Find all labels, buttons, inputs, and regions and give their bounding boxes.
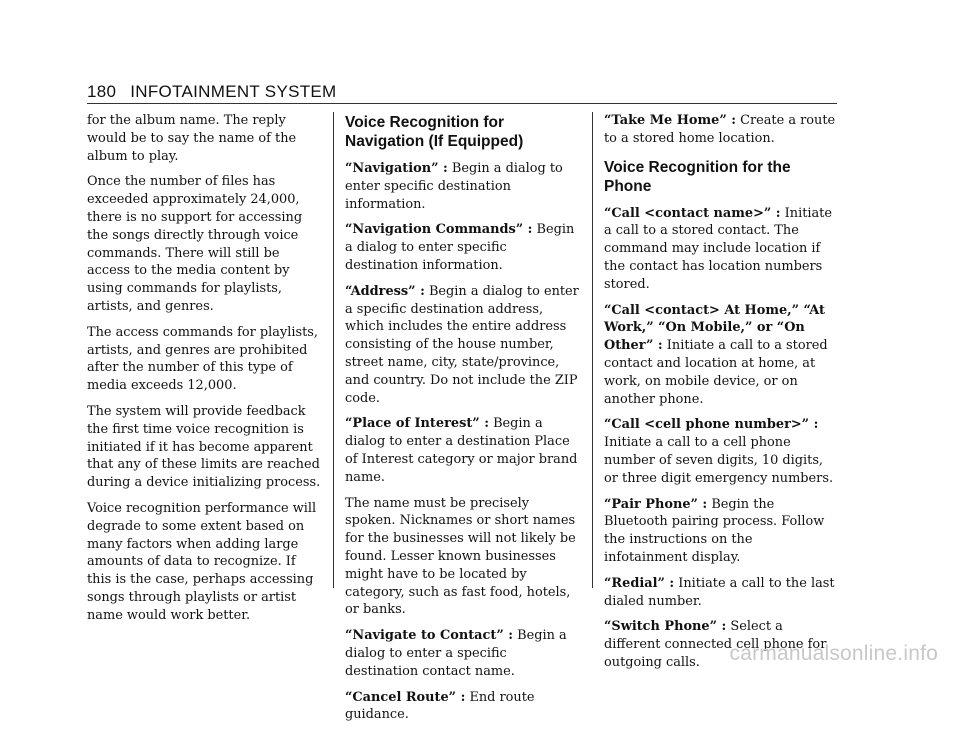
command-term: “Navigation” : xyxy=(345,161,448,176)
command-description: Begin a dialog to enter specific destination information. xyxy=(345,222,575,273)
command-description: Initiate a call to a cell phone number of seven digits, 10 digits, or three digit emergency numbers. xyxy=(604,435,834,486)
command-entry xyxy=(345,627,581,680)
column-divider xyxy=(592,112,593,588)
command-description: Begin a dialog to enter a destination Place of Interest category or major brand name. xyxy=(345,416,578,485)
command-term: “Pair Phone” : xyxy=(604,496,708,512)
command-entry xyxy=(345,283,581,408)
note-text: The name must be precisely spoken. Nicknames or short names for the businesses will not likely be found. Lesser known businesses might have to be located by category, such as fast food, hotels, or banks. xyxy=(345,495,576,618)
command-term: “Address” : xyxy=(345,283,425,299)
command-term: “Redial” : xyxy=(604,575,675,591)
command-term: “Switch Phone” : xyxy=(604,619,727,635)
column-2 xyxy=(345,112,581,732)
paragraph: for the album name. The reply would be to say the name of the album to play. xyxy=(87,113,297,164)
command-entry xyxy=(604,496,840,567)
paragraph: The system will provide feedback the first time voice recognition is initiated if it has become apparent that any of these limits are reached during a device initializing process. xyxy=(87,403,321,491)
command-entry xyxy=(604,302,840,409)
section-title: INFOTAINMENT SYSTEM xyxy=(130,82,337,101)
section-heading-navigation: Voice Recognition for Navigation (If Equipped) xyxy=(345,114,524,150)
command-entry xyxy=(345,221,581,274)
column-3 xyxy=(604,112,840,680)
command-description: Begin a dialog to enter a specific destination address, which includes the entire address consisting of the house number, street name, city, state/province, and country. Do not include the ZIP code. xyxy=(345,283,579,406)
paragraph: Once the number of files has exceeded approximately 24,000, there is no support for accessing the songs directly through voice commands. There will still be access to the media content by using commands for playlists, artists, and genres. xyxy=(87,174,303,314)
column-1 xyxy=(87,112,323,633)
command-term: “Call <contact> At Home,” “At Work,” “On Mobile,” or “On Other” : xyxy=(604,302,825,354)
command-entry xyxy=(604,575,840,611)
command-term: “Navigate to Contact” : xyxy=(345,628,513,644)
command-entry xyxy=(604,416,840,487)
command-entry xyxy=(604,112,840,148)
command-description: Initiate a call to a stored contact and location at home, at work, on mobile device, or on another phone. xyxy=(604,338,828,407)
command-term: “Navigation Commands” : xyxy=(345,222,533,238)
paragraph: Voice recognition performance will degrade to some extent based on many factors when adding large amounts of data to recognize. If this is the case, perhaps accessing songs through playlists or artist name would work better. xyxy=(87,500,317,623)
command-description: Begin a dialog to enter specific destination information. xyxy=(345,161,563,212)
command-description: Create a route to a stored home location. xyxy=(604,113,836,146)
command-term: “Place of Interest” : xyxy=(345,416,489,432)
command-description: End route guidance. xyxy=(345,689,535,723)
paragraph: The access commands for playlists, artists, and genres are prohibited after the number of this type of media exceeds 12,000. xyxy=(87,324,318,394)
command-term: “Call <cell phone number>” : xyxy=(604,417,819,433)
command-entry xyxy=(345,160,581,213)
section-heading-phone: Voice Recognition for the Phone xyxy=(604,158,791,195)
watermark: carmanualsonline.info xyxy=(729,642,938,665)
command-term: “Take Me Home” : xyxy=(604,113,736,128)
page-number: 180 xyxy=(87,82,117,101)
command-description: Initiate a call to a stored contact. The command may include location if the contact has location numbers stored. xyxy=(604,205,832,292)
page-header xyxy=(87,82,337,102)
command-entry xyxy=(345,689,581,725)
command-entry xyxy=(345,415,581,486)
command-description: Begin the Bluetooth pairing process. Follow the instructions on the infotainment display. xyxy=(604,496,825,565)
command-term: “Call <contact name>” : xyxy=(604,205,781,221)
command-term: “Cancel Route” : xyxy=(345,689,466,705)
command-description: Begin a dialog to enter a specific destination contact name. xyxy=(345,628,567,679)
command-description: Initiate a call to the last dialed number. xyxy=(604,575,835,609)
command-entry xyxy=(604,205,840,294)
column-divider xyxy=(333,112,334,588)
header-divider xyxy=(87,103,837,104)
paragraph xyxy=(345,495,581,620)
command-description: Select a different connected cell phone for outgoing calls. xyxy=(604,619,827,670)
